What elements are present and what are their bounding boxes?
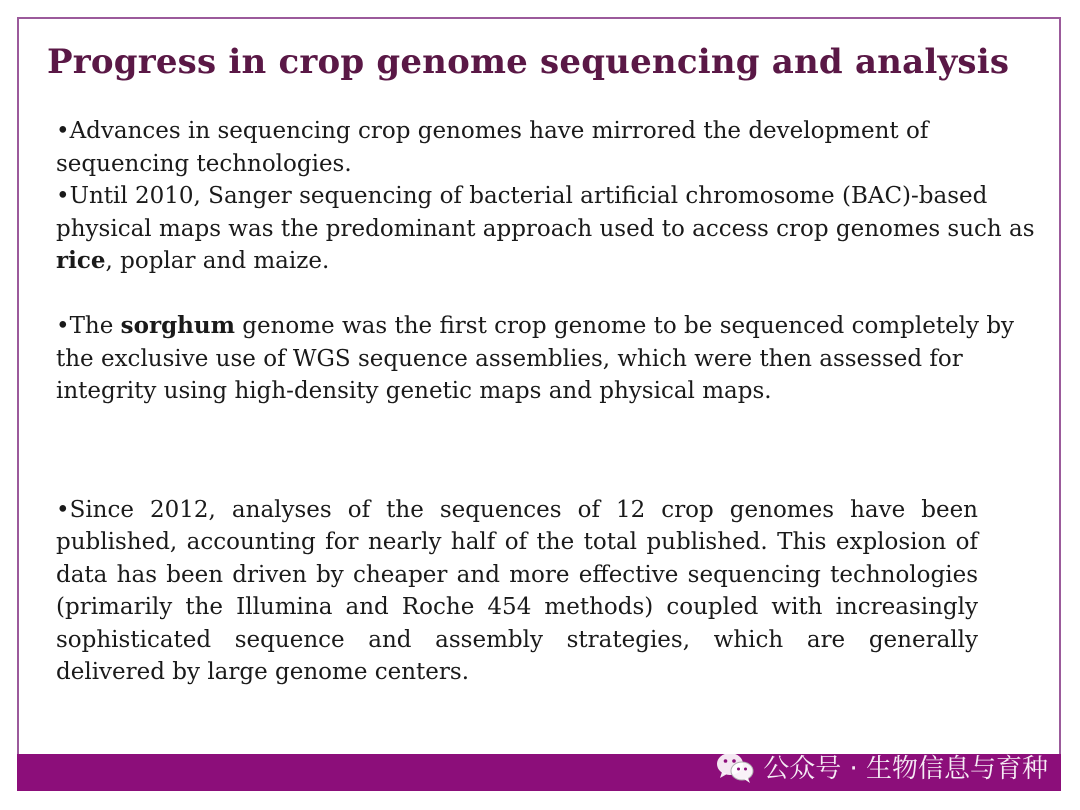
slide-title: Progress in crop genome sequencing and analysis (47, 42, 1010, 82)
paragraph-3 (56, 310, 1046, 408)
paragraph-2-line-3: , poplar and maize. (105, 248, 330, 274)
paragraph-3-prefix: •The (56, 313, 121, 339)
paragraph-1-line-1: •Advances in sequencing crop genomes have mirrored the development of (56, 118, 929, 144)
paragraph-2-line-2: physical maps was the predominant approach used to access crop genomes such as (56, 215, 1035, 242)
paragraph-3-line-1: genome was the first crop genome to be sequenced completely by (234, 313, 1015, 339)
paragraph-4: •Since 2012, analyses of the sequences of 12 crop genomes have been published, accounting for nearly half of the total published. This explosion of data has been driven by cheaper and more effective sequencing technologies (primarily the Illumina and Roche 454 methods) coupled with increasingly sophisticated sequence and assembly strategies, which are generally delivered by large genome centers. (56, 496, 978, 685)
paragraph-1 (56, 115, 1046, 180)
wechat-icon (715, 750, 755, 784)
paragraph-2 (56, 180, 1046, 278)
paragraph-3-line-2: the exclusive use of WGS sequence assemblies, which were then assessed for (56, 345, 963, 372)
bold-term-sorghum: sorghum (120, 312, 235, 339)
bold-term-rice: rice (56, 247, 106, 274)
paragraph-1-line-2: sequencing technologies. (56, 150, 352, 177)
watermark (715, 748, 1048, 785)
watermark-text: 公众号 · 生物信息与育种 (763, 754, 1048, 784)
paragraph-3-line-3: integrity using high-density genetic maps and physical maps. (56, 378, 772, 404)
slide-body (56, 115, 1035, 689)
paragraph-2-line-1: •Until 2010, Sanger sequencing of bacterial artificial chromosome (BAC)-based (56, 183, 988, 209)
